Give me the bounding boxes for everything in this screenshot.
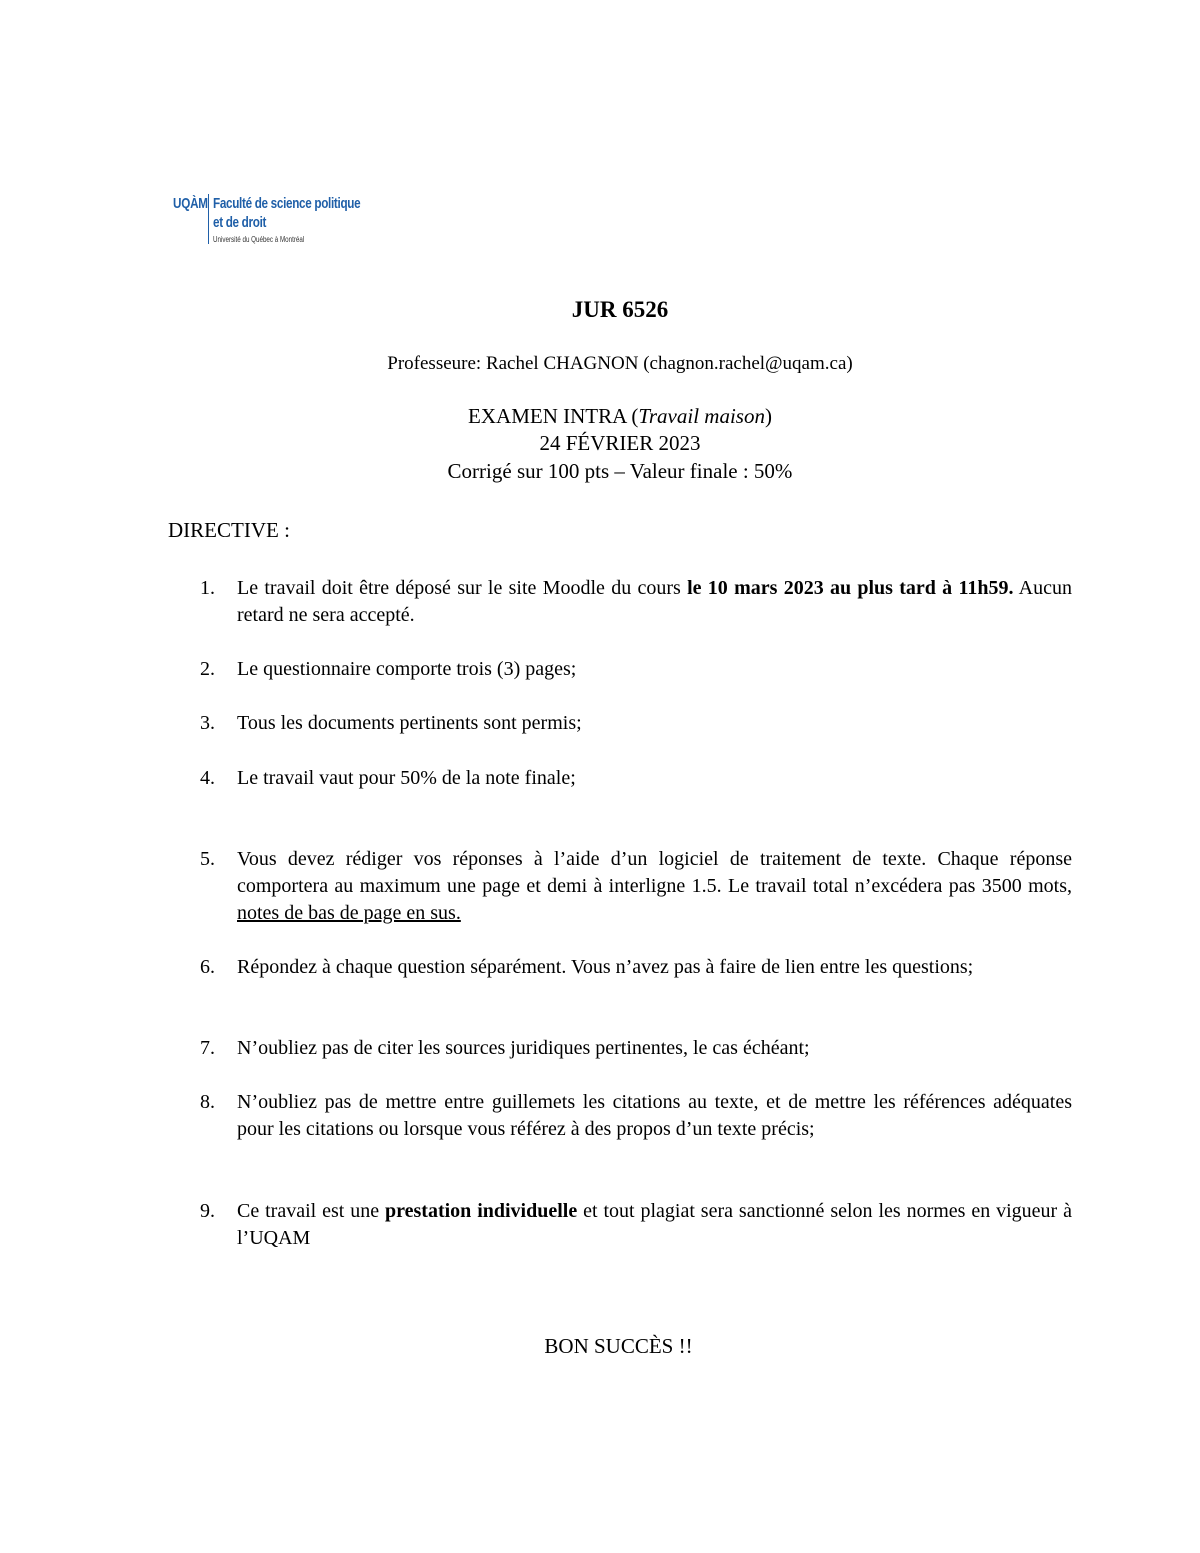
item-deadline: le 10 mars 2023 au plus tard à 11h59. <box>687 577 1014 599</box>
item-underlined: notes de bas de page en sus. <box>237 902 461 924</box>
exam-date: 24 FÉVRIER 2023 <box>539 431 701 455</box>
list-item <box>200 656 1072 683</box>
logo-faculty-line1: Faculté de science politique <box>213 195 361 212</box>
item-text: et tout plagiat sera sanctionné selon les normes en vigueur à l’UQAM <box>237 1200 1072 1249</box>
item-text: Répondez à chaque question séparément. Vous n’avez pas à faire de lien entre les questions; <box>237 956 974 978</box>
list-item <box>200 765 1072 792</box>
list-item <box>200 846 1072 927</box>
exam-italic: Travail maison <box>638 404 765 428</box>
item-number: 7. <box>200 1037 215 1059</box>
item-number: 8. <box>200 1091 215 1113</box>
list-item <box>200 1198 1072 1252</box>
directive-label: DIRECTIVE : <box>168 518 290 542</box>
item-number: 4. <box>200 767 215 789</box>
list-item <box>200 1089 1072 1143</box>
item-number: 3. <box>200 712 215 734</box>
course-title: JUR 6526 <box>571 297 669 322</box>
exam-prefix: EXAMEN INTRA ( <box>468 404 639 428</box>
logo-faculty-line2: et de droit <box>213 214 267 231</box>
item-text: N’oubliez pas de citer les sources juridiques pertinentes, le cas échéant; <box>237 1037 810 1059</box>
list-item <box>200 1035 1072 1062</box>
professor-line: Professeure: Rachel CHAGNON (chagnon.rachel@uqam.ca) <box>387 353 853 374</box>
exam-suffix: ) <box>764 404 772 428</box>
item-text: Ce travail est une <box>237 1200 385 1222</box>
uqam-logo <box>173 192 361 252</box>
item-number: 5. <box>200 848 215 870</box>
item-text: Vous devez rédiger vos réponses à l’aide d’un logiciel de traitement de texte. Chaque réponse comportera au maximum une page et demi à interligne 1.5. Le travail total n’excédera pas 3500 mots, <box>237 848 1072 897</box>
item-text: Le travail vaut pour 50% de la note finale; <box>237 767 576 789</box>
item-number: 6. <box>200 956 215 978</box>
item-number: 9. <box>200 1200 215 1222</box>
item-number: 1. <box>200 577 215 599</box>
item-text: Le travail doit être déposé sur le site Moodle du cours <box>237 577 688 599</box>
item-number: 2. <box>200 658 215 680</box>
exam-type-line <box>0 404 1200 429</box>
closing-message: BON SUCCÈS !! <box>544 1334 693 1358</box>
item-text: Tous les documents pertinents sont permis; <box>237 712 582 734</box>
item-text: Aucun retard ne sera accepté. <box>237 577 1072 626</box>
list-item <box>200 954 1072 981</box>
item-text: N’oubliez pas de mettre entre guillemets les citations au texte, et de mettre les références adéquates pour les citations ou lorsque vous référez à des propos d’un texte précis; <box>237 1091 1072 1140</box>
exam-grading: Corrigé sur 100 pts – Valeur finale : 50% <box>447 459 793 483</box>
logo-university: Université du Québec à Montréal <box>213 235 305 244</box>
item-text: Le questionnaire comporte trois (3) pages; <box>237 658 577 680</box>
list-item <box>200 575 1072 629</box>
item-bold: prestation individuelle <box>385 1200 578 1222</box>
logo-divider <box>208 194 209 244</box>
logo-uqam-text: UQÀM <box>173 195 208 212</box>
list-item <box>200 710 1072 737</box>
